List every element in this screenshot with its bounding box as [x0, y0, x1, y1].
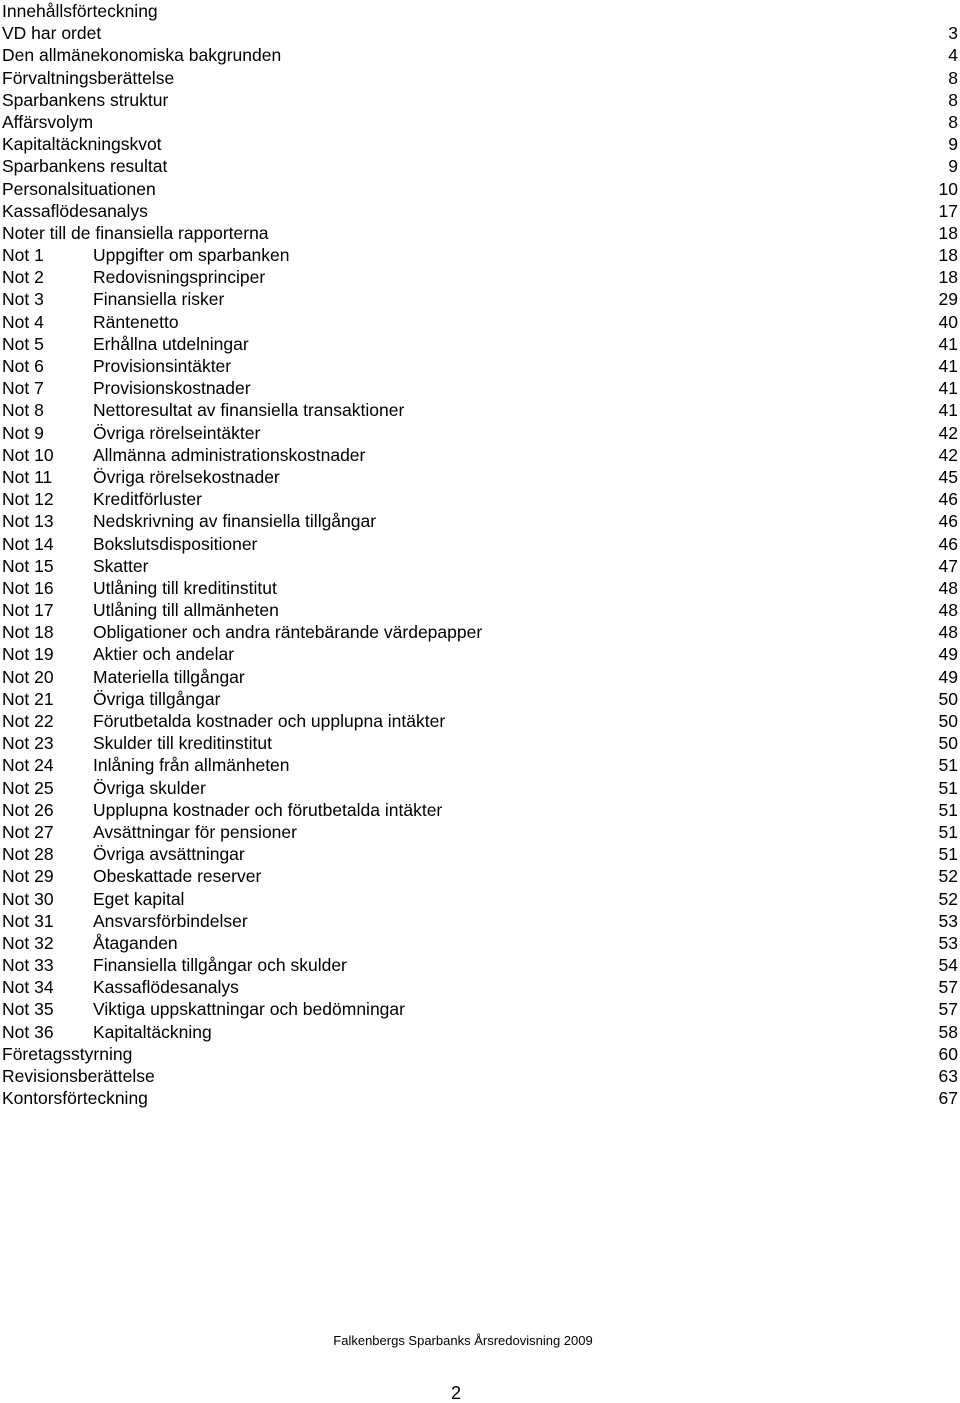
toc-note-entry: [2, 843, 958, 865]
toc-closing-entries: [2, 1043, 958, 1110]
toc-notes: [2, 244, 958, 1043]
note-number: Not 35: [2, 999, 54, 1020]
toc-note-entry: [2, 754, 958, 776]
toc-note-entry: [2, 333, 958, 355]
note-page: 41: [938, 333, 958, 354]
toc-note-entry: [2, 488, 958, 510]
note-page: 42: [938, 422, 958, 443]
note-page: 58: [938, 1021, 958, 1042]
toc-entry-page: 4: [948, 45, 958, 66]
toc-entry-label: Företagsstyrning: [2, 1043, 133, 1064]
note-number: Not 18: [2, 622, 54, 643]
note-number: Not 28: [2, 844, 54, 865]
note-number: Not 33: [2, 955, 54, 976]
toc-note-entry: [2, 888, 958, 910]
toc-title: Innehållsförteckning: [2, 1, 158, 21]
toc-note-entry: [2, 932, 958, 954]
note-number: Not 22: [2, 711, 54, 731]
note-page: 51: [938, 755, 958, 776]
note-number: Not 5: [2, 333, 44, 354]
note-page: 46: [938, 533, 958, 554]
toc-entry-page: 60: [938, 1043, 958, 1064]
note-number: Not 31: [2, 910, 54, 931]
note-number: Not 14: [2, 533, 54, 554]
note-page: 49: [938, 644, 958, 665]
note-page: 47: [938, 555, 958, 576]
note-page: 41: [938, 356, 958, 376]
note-page: 50: [938, 688, 958, 709]
note-number: Not 4: [2, 311, 44, 332]
note-title: Redovisningsprinciper: [93, 267, 266, 288]
toc-note-entry: [2, 577, 958, 599]
toc-note-entry: [2, 533, 958, 555]
toc-note-entry: [2, 244, 958, 266]
note-page: 57: [938, 977, 958, 998]
note-number: Not 9: [2, 422, 44, 443]
toc-entry: [2, 222, 958, 244]
toc-note-entry: [2, 555, 958, 577]
note-number: Not 13: [2, 511, 54, 532]
note-page: 41: [938, 400, 958, 421]
toc-entry-label: Kontorsförteckning: [2, 1088, 148, 1109]
toc-entry: [2, 200, 958, 222]
note-number: Not 29: [2, 866, 54, 887]
toc-note-entry: [2, 599, 958, 621]
note-number: Not 15: [2, 555, 54, 576]
note-title: Viktiga uppskattningar och bedömningar: [93, 999, 405, 1020]
toc-note-entry: [2, 688, 958, 710]
note-title: Övriga skulder: [93, 777, 206, 798]
note-number: Not 8: [2, 400, 44, 421]
note-number: Not 19: [2, 644, 54, 665]
toc-entry-page: 9: [948, 134, 958, 155]
toc-note-entry: [2, 821, 958, 843]
toc-entry-page: 10: [938, 178, 958, 199]
toc-note-entry: [2, 732, 958, 754]
toc-entry-label: Sparbankens struktur: [2, 89, 169, 110]
note-title: Inlåning från allmänheten: [93, 755, 290, 776]
toc-entry: [2, 22, 958, 44]
toc-note-entry: [2, 777, 958, 799]
toc-entry-page: 8: [948, 111, 958, 132]
note-number: Not 17: [2, 600, 54, 621]
note-page: 48: [938, 622, 958, 643]
note-title: Räntenetto: [93, 311, 179, 332]
note-page: 53: [938, 932, 958, 953]
toc-note-entry: [2, 355, 958, 377]
toc-note-entry: [2, 954, 958, 976]
toc-entry-label: Personalsituationen: [2, 178, 156, 199]
note-title: Utlåning till allmänheten: [93, 600, 279, 621]
toc-note-entry: [2, 466, 958, 488]
toc-note-entry: [2, 976, 958, 998]
toc-entry-label: Noter till de finansiella rapporterna: [2, 222, 269, 243]
toc-entry: [2, 89, 958, 111]
note-title: Allmänna administrationskostnader: [93, 444, 366, 465]
note-title: Bokslutsdispositioner: [93, 533, 258, 554]
note-number: Not 16: [2, 577, 54, 598]
note-page: 50: [938, 711, 958, 731]
note-title: Provisionskostnader: [93, 378, 251, 399]
note-title: Avsättningar för pensioner: [93, 821, 297, 842]
note-page: 51: [938, 844, 958, 865]
note-title: Övriga avsättningar: [93, 844, 245, 865]
note-title: Obeskattade reserver: [93, 866, 262, 887]
note-number: Not 11: [2, 466, 53, 487]
toc-entry-page: 67: [938, 1088, 958, 1109]
note-title: Nettoresultat av finansiella transaktioner: [93, 400, 405, 421]
toc-note-entry: [2, 998, 958, 1020]
note-page: 50: [938, 733, 958, 754]
note-number: Not 25: [2, 777, 54, 798]
note-title: Övriga rörelsekostnader: [93, 466, 280, 487]
toc-entry-label: Affärsvolym: [2, 111, 94, 132]
note-page: 51: [938, 799, 958, 820]
note-title: Erhållna utdelningar: [93, 333, 249, 354]
note-title: Obligationer och andra räntebärande värdepapper: [93, 622, 483, 643]
note-number: Not 20: [2, 666, 54, 687]
note-page: 48: [938, 577, 958, 598]
note-page: 18: [938, 245, 958, 266]
toc-note-entry: [2, 422, 958, 444]
toc-entry-page: 9: [948, 156, 958, 177]
toc-note-entry: [2, 1021, 958, 1043]
note-number: Not 24: [2, 755, 54, 776]
note-title: Materiella tillgångar: [93, 666, 245, 687]
toc-note-entry: [2, 444, 958, 466]
note-title: Uppgifter om sparbanken: [93, 245, 290, 266]
note-number: Not 30: [2, 888, 54, 909]
toc-note-entry: [2, 266, 958, 288]
toc-entry: [2, 1065, 958, 1087]
note-number: Not 27: [2, 821, 54, 842]
note-title: Övriga rörelseintäkter: [93, 422, 261, 443]
note-title: Finansiella tillgångar och skulder: [93, 955, 347, 976]
note-page: 29: [938, 289, 958, 310]
note-page: 49: [938, 666, 958, 687]
toc-entry-label: Kassaflödesanalys: [2, 200, 148, 221]
note-page: 54: [938, 955, 958, 976]
toc-entry-page: 8: [948, 67, 958, 88]
note-page: 18: [938, 267, 958, 288]
note-number: Not 23: [2, 733, 54, 754]
toc-entry-label: Kapitaltäckningskvot: [2, 134, 162, 155]
note-title: Kreditförluster: [93, 489, 202, 510]
toc-note-entry: [2, 399, 958, 421]
toc-note-entry: [2, 910, 958, 932]
note-page: 40: [938, 311, 958, 332]
note-page: 42: [938, 444, 958, 465]
note-title: Upplupna kostnader och förutbetalda intäkter: [93, 799, 443, 820]
toc-entry: [2, 1043, 958, 1065]
note-page: 46: [938, 511, 958, 532]
note-number: Not 7: [2, 378, 44, 399]
note-title: Kapitaltäckning: [93, 1021, 212, 1042]
note-title: Kassaflödesanalys: [93, 977, 239, 998]
note-title: Finansiella risker: [93, 289, 225, 310]
note-title: Åtaganden: [93, 932, 178, 953]
note-page: 53: [938, 910, 958, 931]
note-number: Not 3: [2, 289, 44, 310]
toc-note-entry: [2, 643, 958, 665]
note-number: Not 36: [2, 1021, 54, 1042]
note-title: Skulder till kreditinstitut: [93, 733, 272, 754]
toc-entry: [2, 111, 958, 133]
toc-entry-page: 3: [948, 23, 958, 44]
note-number: Not 10: [2, 444, 54, 465]
footer-text: Falkenbergs Sparbanks Årsredovisning 2009: [333, 1333, 593, 1348]
note-page: 57: [938, 999, 958, 1020]
note-number: Not 2: [2, 267, 44, 288]
note-number: Not 34: [2, 977, 54, 998]
note-number: Not 21: [2, 688, 54, 709]
note-number: Not 12: [2, 489, 54, 510]
toc-note-entry: [2, 288, 958, 310]
note-number: Not 1: [2, 245, 44, 266]
note-page: 51: [938, 777, 958, 798]
toc-entry-page: 8: [948, 89, 958, 110]
note-page: 52: [938, 888, 958, 909]
note-page: 45: [938, 466, 958, 487]
toc-entry-label: Förvaltningsberättelse: [2, 67, 175, 88]
page-number: 2: [450, 1383, 461, 1403]
toc-note-entry: [2, 510, 958, 532]
note-title: Provisionsintäkter: [93, 356, 232, 376]
toc-note-entry: [2, 710, 958, 732]
toc-note-entry: [2, 621, 958, 643]
note-page: 46: [938, 489, 958, 510]
toc-entry-label: Den allmänekonomiska bakgrunden: [2, 45, 282, 66]
note-number: Not 32: [2, 932, 54, 953]
toc-note-entry: [2, 799, 958, 821]
toc-entry-page: 63: [938, 1066, 958, 1086]
note-number: Not 26: [2, 799, 54, 820]
note-title: Skatter: [93, 555, 149, 576]
note-title: Aktier och andelar: [93, 644, 235, 665]
toc-note-entry: [2, 666, 958, 688]
toc-note-entry: [2, 865, 958, 887]
note-title: Nedskrivning av finansiella tillgångar: [93, 511, 377, 532]
note-title: Eget kapital: [93, 888, 185, 909]
toc-entry: [2, 44, 958, 66]
note-title: Utlåning till kreditinstitut: [93, 577, 277, 598]
toc-entry: [2, 178, 958, 200]
note-title: Förutbetalda kostnader och upplupna intäkter: [93, 711, 446, 731]
note-title: Övriga tillgångar: [93, 688, 221, 709]
toc-entry: [2, 1087, 958, 1109]
note-number: Not 6: [2, 356, 44, 376]
note-page: 51: [938, 821, 958, 842]
toc-entry-label: Revisionsberättelse: [2, 1066, 155, 1086]
toc-entries: [2, 22, 958, 244]
note-page: 41: [938, 378, 958, 399]
toc-entry-page: 18: [938, 222, 958, 243]
toc-entry: [2, 67, 958, 89]
note-title: Ansvarsförbindelser: [93, 910, 248, 931]
toc-entry-label: VD har ordet: [2, 23, 102, 44]
note-page: 48: [938, 600, 958, 621]
toc-entry-page: 17: [938, 200, 958, 221]
toc-note-entry: [2, 377, 958, 399]
toc-entry-label: Sparbankens resultat: [2, 156, 168, 177]
table-of-contents: [2, 0, 958, 1109]
toc-entry: [2, 155, 958, 177]
toc-note-entry: [2, 311, 958, 333]
toc-entry: [2, 133, 958, 155]
note-page: 52: [938, 866, 958, 887]
